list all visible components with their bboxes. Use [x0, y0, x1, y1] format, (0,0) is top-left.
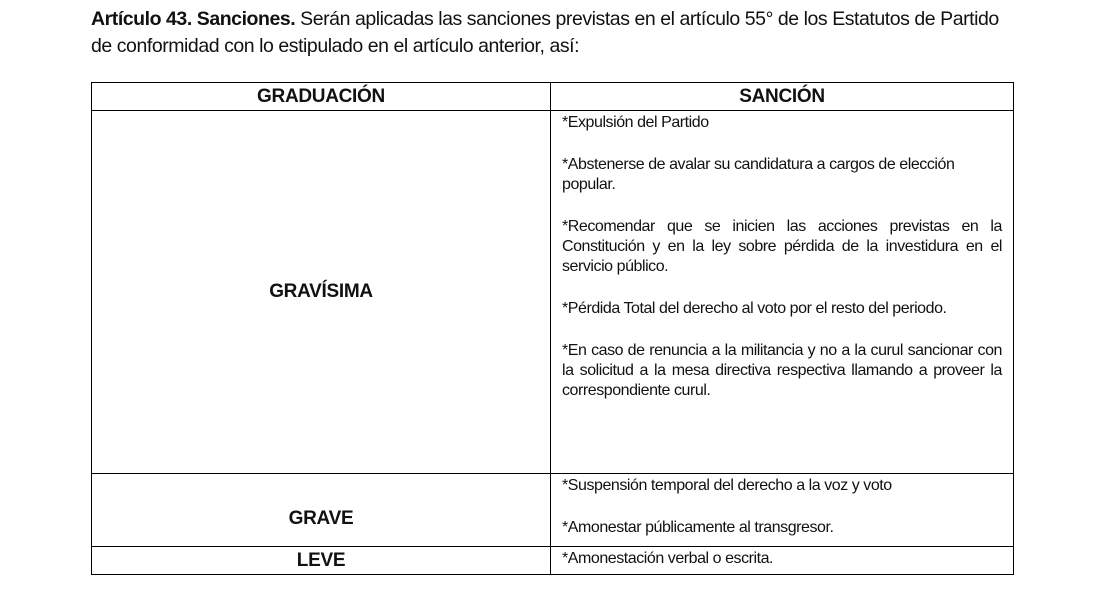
- grade-grave: [92, 474, 551, 547]
- table-row-gravisima: [92, 111, 1014, 474]
- sanction-item: *Amonestación verbal o escrita.: [562, 550, 774, 567]
- grade-leve: LEVE: [92, 547, 551, 575]
- header-graduacion: GRADUACIÓN: [92, 83, 551, 111]
- sanction-item: *Abstenerse de avalar su candidatura a cargos de elección popular.: [562, 156, 955, 193]
- table-header-row: [92, 83, 1014, 111]
- sanction-item: *Expulsión del Partido: [562, 114, 709, 131]
- sanctions-leve: [551, 547, 1014, 575]
- grade-grave-label: GRAVE: [288, 508, 354, 529]
- table-row-leve: [92, 547, 1014, 575]
- sanctions-grave: [551, 474, 1014, 547]
- sanction-item: *Amonestar públicamente al transgresor.: [562, 519, 834, 536]
- sanction-item: *Suspensión temporal del derecho a la voz y voto: [562, 477, 892, 494]
- header-sancion: SANCIÓN: [551, 83, 1014, 111]
- article-title: Artículo 43. Sanciones.: [91, 8, 296, 30]
- sanctions-table: [91, 82, 1014, 575]
- article-text: Serán aplicadas las sanciones previstas en el artículo 55° de los Estatutos de Partido de conformidad con lo estipulado en el artículo anterior, así:: [91, 8, 999, 57]
- sanction-item: *En caso de renuncia a la militancia y no a la curul sancionar con la solicitud a la mesa directiva respectiva llamando a proveer la correspondiente curul.: [562, 342, 1002, 399]
- sanctions-gravisima: [551, 111, 1014, 474]
- sanction-item: *Recomendar que se inicien las acciones previstas en la Constitución y en la ley sobre pérdida de la investidura en el servicio público.: [562, 218, 1002, 275]
- sanction-item: *Pérdida Total del derecho al voto por el resto del periodo.: [562, 300, 947, 317]
- grade-gravisima: GRAVÍSIMA: [92, 111, 551, 474]
- document-page: [91, 6, 1016, 571]
- article-paragraph: [91, 6, 1016, 60]
- table-row-grave: [92, 474, 1014, 547]
